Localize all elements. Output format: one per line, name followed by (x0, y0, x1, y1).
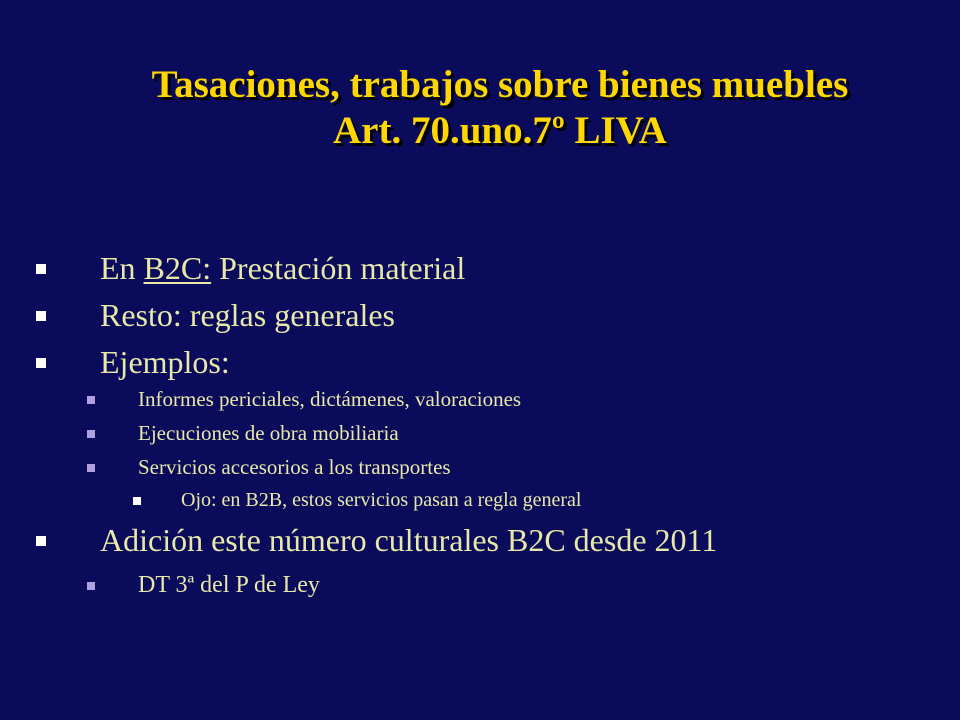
bullet-adicion (0, 522, 960, 558)
bullet-resto (0, 297, 960, 333)
sub-bullet-servicios-text: Servicios accesorios a los transportes (138, 455, 451, 479)
sub-bullet-ejecuciones (0, 420, 960, 446)
square-bullet-icon (36, 311, 46, 321)
square-bullet-icon (87, 396, 95, 404)
bullet-b2c-suffix: Prestación material (211, 250, 466, 286)
sub-sub-bullet-ojo (0, 488, 960, 512)
bullet-ejemplos (0, 344, 960, 380)
bullet-b2c-text (100, 250, 465, 286)
sub-bullet-informes-text: Informes periciales, dictámenes, valoraciones (138, 387, 522, 411)
sub-bullet-dt (0, 571, 960, 599)
bullet-b2c-prefix: En (100, 250, 144, 286)
bullet-resto-text: Resto: reglas generales (100, 297, 395, 333)
square-bullet-icon (87, 464, 95, 472)
bullet-ejemplos-text: Ejemplos: (100, 344, 230, 380)
square-bullet-icon (87, 430, 95, 438)
sub-bullet-informes (0, 386, 960, 412)
bullet-b2c (0, 250, 960, 286)
slide-title-line-1: Tasaciones, trabajos sobre bienes muebles (151, 63, 849, 106)
slide-title-line-2: Art. 70.uno.7º LIVA (333, 109, 667, 152)
square-bullet-icon (36, 536, 46, 546)
sub-sub-bullet-ojo-text: Ojo: en B2B, estos servicios pasan a regla general (181, 489, 582, 511)
sub-bullet-servicios (0, 454, 960, 480)
square-bullet-icon (36, 358, 46, 368)
sub-bullet-dt-text: DT 3ª del P de Ley (138, 572, 320, 598)
square-bullet-icon (36, 264, 46, 274)
sub-bullet-ejecuciones-text: Ejecuciones de obra mobiliaria (138, 421, 399, 445)
bullet-b2c-underlined: B2C: (143, 250, 212, 286)
slide-title (40, 62, 960, 154)
square-bullet-icon (87, 582, 95, 590)
bullet-adicion-text: Adición este número culturales B2C desde 2011 (100, 522, 718, 558)
square-bullet-icon (133, 497, 141, 505)
